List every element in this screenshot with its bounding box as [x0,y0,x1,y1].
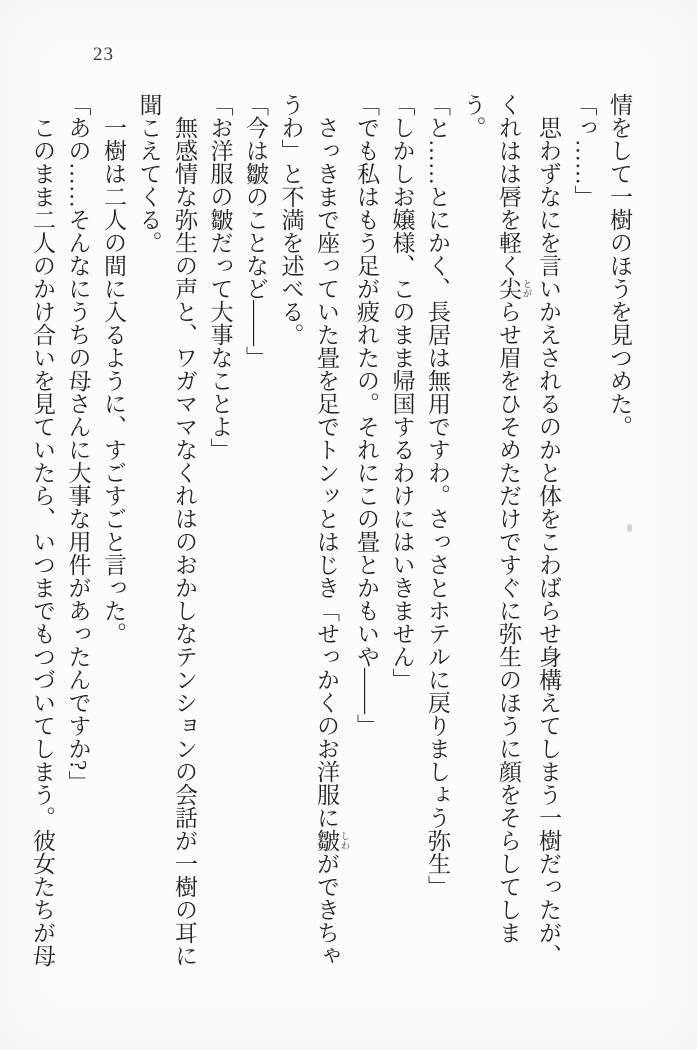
text-segment: 思わずなにを言いかえされるのかと体をこわばらせ身構えてしまう一樹だったが、 [536,116,561,967]
text-line-14 [96,93,132,973]
text-line-1 [602,93,638,973]
text-segment: 「今は皺のことなど――」 [243,93,268,369]
text-line-10 [238,93,274,973]
ruby-annotated-word: 皺 しわ [314,829,349,852]
text-segment: 「と……とにかく、長居は無用ですわ。さっさとホテルに戻りましょう弥生」 [425,93,450,898]
text-segment: 「でも私はもう足が疲れたの。それにこの畳とかもいや――」 [354,93,379,737]
text-columns [25,93,638,973]
text-line-7 [349,93,385,973]
text-line-12 [167,93,203,973]
text-line-15 [60,93,96,973]
text-line-3 [531,93,567,973]
text-line-16 [25,93,61,973]
text-segment: 「っ……」 [571,93,597,208]
text-line-4 [455,93,531,973]
text-segment: さっきまで座っていた畳を足でトンッとはじき「せっかくのお洋服に [314,116,339,829]
text-line-8 [309,93,349,973]
text-segment: 情をして一樹のほうを見つめた。 [607,93,632,438]
furigana: しわ [338,829,349,852]
text-line-2 [566,93,602,973]
text-segment: このまま二人のかけ合いを見ていたら、いつまでもつづいてしまう。彼女たちが母 [30,116,55,967]
ruby-annotated-word: 尖 とが [496,277,531,300]
page-number: 23 [93,44,114,65]
text-line-5 [420,93,456,973]
text-line-6 [384,93,420,973]
text-segment: 「お洋服の皺だって大事なことよ」 [207,93,233,461]
text-line-11 [202,93,238,973]
text-segment: 無感情な弥生の声と、ワガママなくれはのおかしなテンションの会話が一樹の耳に [172,116,197,967]
text-segment: うわ」と不満を述べる。 [278,93,304,346]
scan-speck [627,524,632,532]
text-segment: 「しかしお嬢様、このまま帰国するわけにはいきません」 [389,93,415,691]
text-segment: 聞こえてくる。 [136,93,162,254]
text-segment: 「あの……そんなにうちの母さんに大事な用件があったんですか?」 [65,93,91,794]
text-segment: らせ眉をひそめただけですぐに弥生のほうに顔をそらしてしまう。 [460,93,521,944]
text-segment: くれはは唇を軽く [496,93,521,277]
text-line-9 [273,93,309,973]
text-line-13 [131,93,167,973]
text-segment: 一樹は二人の間に入るように、すごすごと言った。 [101,116,126,645]
furigana: とが [520,277,531,300]
text-segment: ができちゃ [314,852,339,967]
